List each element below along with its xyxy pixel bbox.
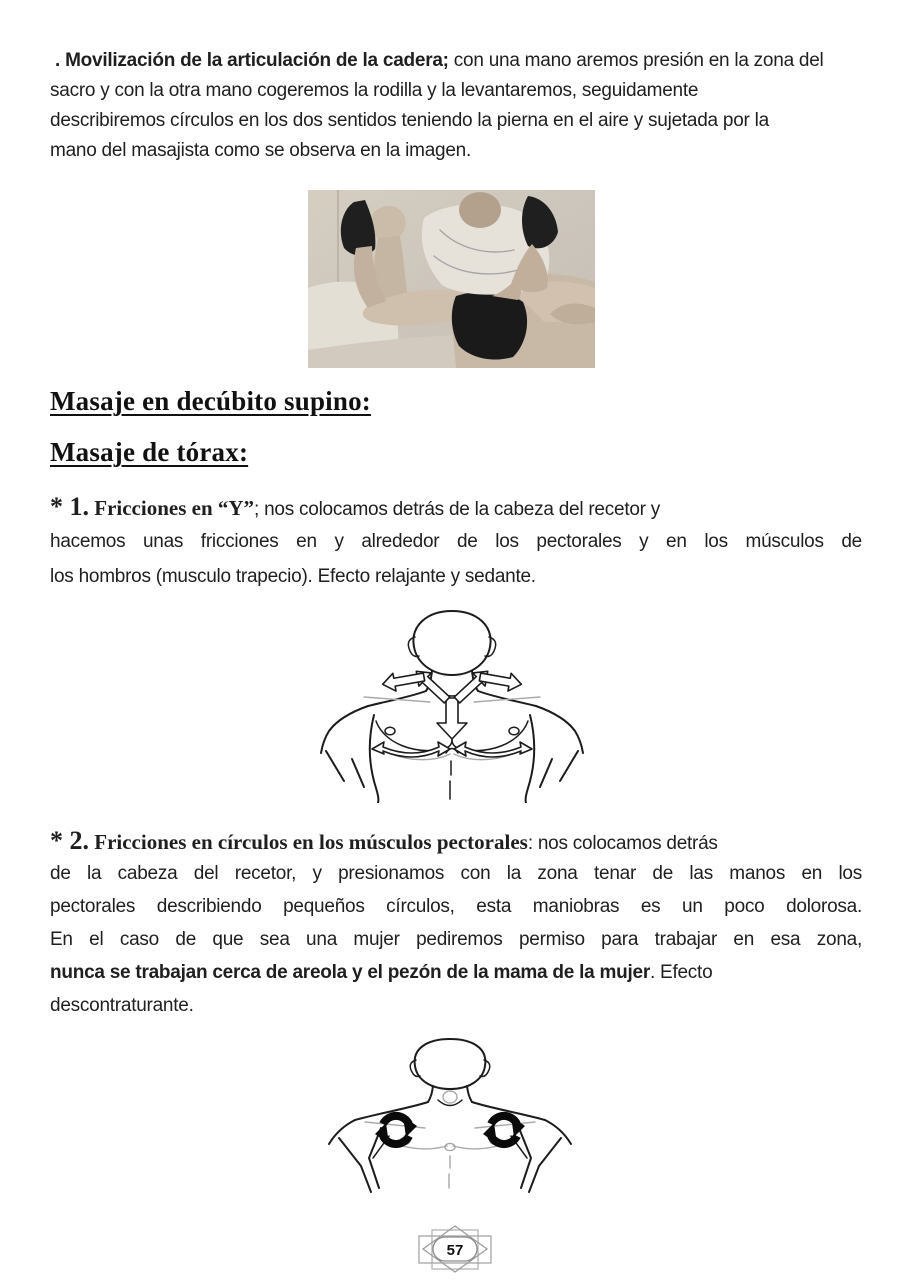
text-segment: descontraturante. <box>50 995 194 1016</box>
text-segment: con una mano aremos presión en la zona del <box>448 50 824 71</box>
text-line <box>50 489 862 524</box>
circular-friction-diagram <box>325 1036 575 1196</box>
text-line <box>50 857 862 890</box>
text-segment: mano del masajista como se observa en la imagen. <box>50 140 472 161</box>
text-line <box>50 136 862 166</box>
text-line <box>50 923 862 956</box>
massage-photo-illustration <box>308 190 595 368</box>
text-segment: * 2. <box>50 826 89 855</box>
text-line <box>50 956 862 989</box>
text-segment: los hombros (musculo trapecio). Efecto relajante y sedante. <box>50 566 536 587</box>
text-segment: ; nos colocamos detrás de la cabeza del recetor y <box>254 499 661 520</box>
text-segment: sacro y con la otra mano cogeremos la rodilla y la levantaremos, seguidamente <box>50 80 699 101</box>
text-segment: pectorales describiendo pequeños círculos, esta maniobras es un poco dolorosa. <box>50 896 862 917</box>
text-line <box>50 989 862 1022</box>
heading-masaje-decubito-supino: Masaje en decúbito supino: <box>50 386 371 416</box>
text-segment: * 1. <box>50 492 89 521</box>
text-line <box>50 824 862 857</box>
torso-y-diagram-illustration <box>318 603 588 803</box>
text-line <box>50 890 862 923</box>
text-line <box>50 46 862 76</box>
text-segment: . Movilización de la articulación de la cadera; <box>50 50 449 71</box>
text-segment: describiremos círculos en los dos sentidos teniendo la pierna en el aire y sujetada por la <box>50 110 769 131</box>
text-segment: de la cabeza del recetor, y presionamos con la zona tenar de las manos en los <box>50 863 862 884</box>
text-line <box>50 106 862 136</box>
torso-circles-diagram-illustration <box>325 1036 575 1196</box>
text-segment: Fricciones en “Y” <box>89 496 255 520</box>
text-segment: En el caso de que sea una mujer pediremos permiso para trabajar en esa zona, <box>50 929 862 950</box>
text-segment: hacemos unas fricciones en y alrededor de los pectorales y en los músculos de <box>50 531 862 552</box>
paragraph-fricciones-en-y <box>50 489 862 594</box>
text-segment: . Efecto <box>649 962 713 983</box>
y-friction-diagram <box>318 603 588 803</box>
page-number-frame <box>405 1223 505 1277</box>
paragraph-fricciones-circulos <box>50 824 862 1022</box>
text-line <box>50 76 862 106</box>
text-segment: : nos colocamos detrás <box>527 833 718 854</box>
paragraph-hip-mobilization <box>50 46 862 166</box>
page-number-ornament <box>405 1223 505 1277</box>
page-number: 57 <box>446 1242 464 1259</box>
text-line <box>50 524 862 559</box>
heading-masaje-de-torax: Masaje de tórax: <box>50 437 249 467</box>
text-line <box>50 559 862 594</box>
text-segment: nunca se trabajan cerca de areola y el pezón de la mama de la mujer <box>50 962 650 983</box>
massage-photo <box>308 190 595 368</box>
text-segment: Fricciones en círculos en los músculos pectorales <box>89 830 528 854</box>
